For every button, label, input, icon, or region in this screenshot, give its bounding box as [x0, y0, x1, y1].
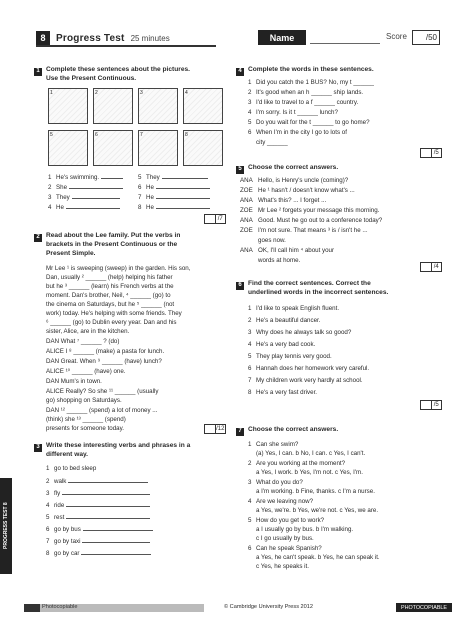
exercise-title: Write these interesting verbs and phrases in a: [46, 442, 191, 449]
answer-options[interactable]: a I usually go by bus. b I'm walking.: [256, 526, 354, 533]
list-item: 4 ride: [46, 500, 150, 511]
score-total: /50: [412, 30, 440, 45]
header-rule: [36, 45, 216, 47]
list-item: 7 go by taxi: [46, 536, 150, 547]
list-item: 5 Do you wait for the t ______ to go home?: [248, 119, 370, 126]
exercise-title: Read about the Lee family. Put the verbs in: [46, 232, 181, 239]
exercise-title: Present Simple.: [46, 250, 96, 257]
dialogue-line: ANA OK, I'll call him ⁴ about your: [240, 247, 335, 254]
exercise-title: Complete the words in these sentences.: [248, 66, 374, 73]
text-line: sister, Alice, are in the kitchen.: [46, 328, 130, 335]
footer: [14, 604, 460, 616]
question: 6 Can he speak Spanish?: [248, 545, 322, 552]
list-item: 8 He: [138, 202, 210, 213]
picture-7: 7: [138, 130, 178, 166]
copyright: © Cambridge University Press 2012: [224, 604, 313, 610]
list-item: 2 walk: [46, 476, 148, 487]
text-line: DAN Great. When ⁹ ______ (have) lunch?: [46, 358, 162, 365]
dialogue-line: ZOE He ¹ hasn't / doesn't know what's ...: [240, 187, 355, 194]
footer-left-text: Photocopiable: [42, 604, 78, 610]
list-item: 1 I'd like to speak English fluent.: [248, 305, 340, 312]
exercise-score: /4: [420, 262, 442, 272]
list-item: 1 He's swimming.: [48, 172, 123, 183]
list-item: 3 They: [48, 192, 120, 203]
exercise-score: /7: [204, 214, 226, 224]
list-item: 6 Hannah does her homework very careful.: [248, 365, 370, 372]
exercise-number: 4: [236, 68, 244, 76]
exercise-title: Find the correct sentences. Correct the: [248, 280, 371, 287]
dialogue-line: ANA Good. Must he go out to a conference today?: [240, 217, 383, 224]
exercise-score: /5: [420, 400, 442, 410]
list-item: 5 They: [138, 172, 208, 183]
text-line: work) today. He's helping with some friends. They: [46, 310, 182, 317]
exercise-number: 1: [34, 68, 42, 76]
exercise-title: different way.: [46, 451, 89, 458]
name-label: Name: [258, 30, 306, 45]
text-line: go) shopping on Saturdays.: [46, 397, 122, 404]
picture-4: 4: [183, 88, 223, 124]
list-item: 6 He: [138, 182, 210, 193]
text-line: ALICE I ⁸ ______ (make) a pasta for lunch.: [46, 348, 165, 355]
text-line: ALICE Really? So she ¹¹ ______ (usually: [46, 388, 159, 395]
exercise-number: 6: [236, 282, 244, 290]
picture-8: 8: [183, 130, 223, 166]
list-item: 4 He's a very bad cook.: [248, 341, 316, 348]
exercise-title: brackets in the Present Continuous or the: [46, 241, 178, 248]
question: 5 How do you get to work?: [248, 517, 325, 524]
picture-5: 5: [48, 130, 88, 166]
exercise-score: /12: [204, 424, 226, 434]
answer-options[interactable]: a Yes, we're. b Yes, we're not. c Yes, we are.: [256, 507, 379, 514]
dialogue-line: ANA Hello, is Henry's uncle (coming)?: [240, 177, 349, 184]
exercise-score: /5: [420, 148, 442, 158]
list-item: 3 I'd like to travel to a f ______ country.: [248, 99, 359, 106]
list-item: 8 He's a very fast driver.: [248, 389, 318, 396]
exercise-title: Choose the correct answers.: [248, 164, 339, 171]
answer-options[interactable]: c Yes, he speaks it.: [256, 563, 309, 570]
text-line: ⁶ ______ (go) to Dublin every year. Dan and his: [46, 319, 177, 326]
answer-options[interactable]: (a) Yes, I can. b No, I can. c Yes, I can't.: [256, 450, 366, 457]
question: 2 Are you working at the moment?: [248, 460, 346, 467]
name-field[interactable]: [310, 43, 380, 44]
exercise-number: 5: [236, 166, 244, 174]
answer-options[interactable]: a I'm working. b Fine, thanks. c I'm a nurse.: [256, 488, 375, 495]
text-line: DAN ¹² ______ (spend) a lot of money ...: [46, 407, 158, 414]
text-line: Mr Lee ¹ is sweeping (sweep) in the garden. His son,: [46, 265, 191, 272]
picture-3: 3: [138, 88, 178, 124]
dialogue-line: ANA What's this? ... I forget ...: [240, 197, 327, 204]
dialogue-line: words at home.: [258, 257, 301, 264]
list-item: 4 I'm sorry. Is it t ______ lunch?: [248, 109, 338, 116]
answer-options[interactable]: c I go usually by bus.: [256, 535, 314, 542]
list-item: 7 My children work very hardly at school.: [248, 377, 363, 384]
dialogue-line: goes now.: [258, 237, 286, 244]
exercise-number: 7: [236, 428, 244, 436]
text-line: presents for someone today.: [46, 425, 124, 432]
dialogue-line: ZOE Mr Lee ² forgets your message this morning.: [240, 207, 380, 214]
picture-6: 6: [93, 130, 133, 166]
photocopiable-badge: PHOTOCOPIABLE: [396, 603, 452, 612]
text-line: Dan, usually ² ______ (help) helping his father: [46, 274, 173, 281]
footer-block: [24, 604, 40, 612]
answer-options[interactable]: a Yes, I work. b Yes, I'm not. c Yes, I'm.: [256, 469, 363, 476]
dialogue-line: ZOE I'm not sure. That means ³ is / isn't he ...: [240, 227, 368, 234]
list-item: 6 go by bus: [46, 524, 153, 535]
list-item: 7 He: [138, 192, 210, 203]
exercise-title: Choose the correct answers.: [248, 426, 339, 433]
list-item: 8 go by car: [46, 548, 151, 559]
exercise-title: Complete these sentences about the pictures.: [46, 66, 191, 73]
answer-options[interactable]: a Yes, he can't speak. b Yes, he can speak it.: [256, 554, 380, 561]
text-line: moment. Dan's brother, Neil, ⁴ ______ (go) to: [46, 292, 171, 299]
text-line: but he ³ ______ (learn) his French verbs at the: [46, 283, 174, 290]
question: 1 Can she swim?: [248, 441, 299, 448]
text-line: the cinema on Saturdays, but he ⁵ ______ (not: [46, 301, 175, 308]
side-tab-label: PROGRESS TEST 8: [3, 502, 9, 550]
question: 4 Are we leaving now?: [248, 498, 314, 505]
picture-1: 1: [48, 88, 88, 124]
time-label: 25 minutes: [130, 33, 170, 43]
list-item: city ______: [256, 139, 288, 146]
picture-2: 2: [93, 88, 133, 124]
unit-badge: 8: [36, 31, 50, 45]
text-line: DAN What ⁷ ______ ? (do): [46, 338, 120, 345]
exercise-number: 2: [34, 234, 42, 242]
text-line: DAN Mum's in town.: [46, 378, 102, 385]
list-item: 3 fly: [46, 488, 150, 499]
exercise-number: 3: [34, 444, 42, 452]
list-item: 5 They play tennis very good.: [248, 353, 332, 360]
list-item: 2 He's a beautiful dancer.: [248, 317, 321, 324]
question: 3 What do you do?: [248, 479, 303, 486]
exercise-title: Use the Present Continuous.: [46, 75, 137, 82]
list-item: 1 Did you catch the 1 BUS? No, my t ______: [248, 79, 374, 86]
list-item: 5 rest: [46, 512, 150, 523]
text-line: ALICE ¹⁰ ______ (have) one.: [46, 368, 126, 375]
list-item: 2 She: [48, 182, 123, 193]
header: [14, 30, 170, 46]
list-item: 1 go to bed sleep: [46, 465, 97, 472]
list-item: 6 When I'm in the city I go to lots of: [248, 129, 347, 136]
text-line: (think) she ¹³ ______ (spend): [46, 416, 126, 423]
score-label: Score: [386, 32, 407, 41]
list-item: 4 He: [48, 202, 120, 213]
list-item: 2 It's good when an h ______ ship lands.: [248, 89, 364, 96]
exercise-title: underlined words in the incorrect sentences.: [248, 289, 389, 296]
page-title: Progress Test: [56, 32, 125, 44]
list-item: 3 Why does he always talk so good?: [248, 329, 352, 336]
worksheet: [14, 30, 460, 618]
